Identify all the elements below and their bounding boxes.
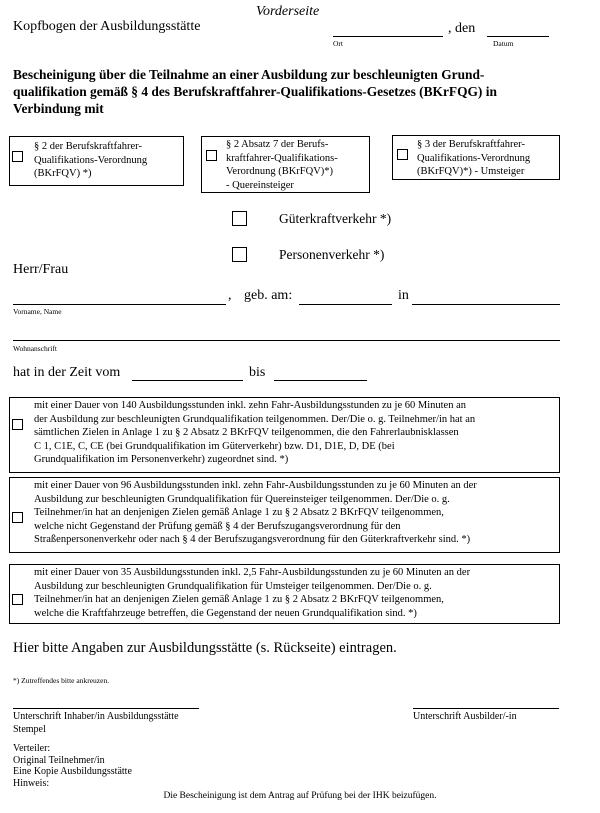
datum-field[interactable]: [487, 36, 549, 37]
period-to-label: bis: [249, 365, 266, 380]
page-title: [13, 66, 497, 117]
personenverkehr-label: Personenverkehr *): [279, 247, 385, 262]
checkbox-para3[interactable]: [397, 149, 408, 160]
instruction-text: Hier bitte Angaben zur Ausbildungsstätte (s. Rückseite) eintragen.: [13, 640, 397, 656]
herr-frau-label: Herr/Frau: [13, 262, 69, 277]
period-to-field[interactable]: [274, 380, 367, 381]
hinweis-text: Die Bescheinigung ist dem Antrag auf Prüfung bei der IHK beizufügen.: [163, 791, 437, 801]
title-line: Bescheinigung über die Teilnahme an einer Ausbildung zur beschleunigten Grund-: [13, 67, 485, 82]
signature-trainer-field[interactable]: [413, 708, 559, 709]
course-text-140h: mit einer Dauer von 140 Ausbildungsstunden inkl. zehn Fahr-Ausbildungsstunden zu je 60 Minuten an der Ausbildung zur beschleunigten Grundqualifikation teilgenommen. Der/Die o. g. Teilnehmer/in hat an sämtlichen Zielen in Anlage 1 zu § 2 Absatz 2 BKrFQV teilgenommen, die den Fahrerlaubnisklassen C 1, C1E, C, CE (bei Grundqualifikation im Güterverkehr) bzw. D1, D1E, D, DE (bei Grundqualifikation im Personenverkehr) zugeordnet sind. *): [34, 400, 476, 466]
gueterkraftverkehr-label: Güterkraftverkehr *): [279, 211, 392, 226]
birthdate-field[interactable]: [299, 304, 392, 305]
title-line: qualifikation gemäß § 4 des Berufskraftfahrer-Qualifikations-Gesetzes (BKrFQG) in: [13, 84, 497, 99]
checkbox-course-140h[interactable]: [12, 419, 23, 430]
checkbox-course-96h[interactable]: [12, 512, 23, 523]
option-text-para3: § 3 der Berufskraftfahrer- Qualifikations-Verordnung (BKrFQV)*) - Umsteiger: [417, 139, 531, 178]
signature-owner-label: Unterschrift Inhaber/in Ausbildungsstätte Stempel: [13, 711, 179, 735]
option-text-para2: § 2 der Berufskraftfahrer- Qualifikations-Verordnung (BKrFQV) *): [34, 141, 148, 180]
title-line: Verbindung mit: [13, 101, 104, 116]
distribution-list: Verteiler: Original Teilnehmer/in Eine Kopie Ausbildungsstätte Hinweis:: [13, 743, 132, 789]
option-text-para2-abs7: § 2 Absatz 7 der Berufs- kraftfahrer-Qualifikations- Verordnung (BKrFQV)*) - Quereinsteiger: [226, 139, 338, 191]
in-label: in: [398, 288, 409, 303]
signature-owner-field[interactable]: [13, 708, 199, 709]
datum-label: Datum: [493, 39, 514, 48]
checkbox-course-35h[interactable]: [12, 594, 23, 605]
course-text-35h: mit einer Dauer von 35 Ausbildungsstunden inkl. 2,5 Fahr-Ausbildungsstunden zu je 60 Minuten an der Ausbildung zur beschleunigten Grundqualifikation für Umsteiger teilgenommen. Der/Die o. g. Teilnehmer/in hat an denjenigen Zielen gemäß Anlage 1 zu § 2 Absatz 2 BKrFQV teilgenommen, welche die Kraftfahrzeuge betreffen, die Gegenstand der neuen Grundqualifikation sind. *): [34, 567, 471, 619]
ort-label: Ort: [333, 39, 343, 48]
signature-trainer-label: Unterschrift Ausbilder/-in: [413, 711, 517, 722]
checkbox-gueterkraftverkehr[interactable]: [232, 211, 247, 226]
geb-label: geb. am:: [244, 288, 293, 303]
ort-field[interactable]: [333, 36, 443, 37]
checkbox-personenverkehr[interactable]: [232, 247, 247, 262]
den-label: , den: [448, 21, 476, 36]
address-label: Wohnanschrift: [13, 344, 57, 353]
period-from-label: hat in der Zeit vom: [13, 365, 121, 380]
birthplace-field[interactable]: [412, 304, 560, 305]
course-text-96h: mit einer Dauer von 96 Ausbildungsstunden inkl. zehn Fahr-Ausbildungsstunden zu je 60 Minuten an der Ausbildung zur beschleunigten Grundqualifikation für Quereinsteiger teilgenommen. Der/Die o. g. Teilnehmer/in hat an denjenigen Zielen gemäß Anlage 1 zu § 2 Absatz 2 BKrFQV teilgenommen, welche nicht Gegenstand der Prüfung gemäß § 4 der Berufszugangsverordnung für den Straßenpersonenverkehr oder nach § 4 der Berufszugangsverordnung für den Güterkraftverkehr sind. *): [34, 480, 477, 546]
name-field[interactable]: [13, 304, 226, 305]
checkbox-para2-abs7[interactable]: [206, 150, 217, 161]
checkbox-para2[interactable]: [12, 151, 23, 162]
letterhead-label: Kopfbogen der Ausbildungsstätte: [13, 19, 201, 34]
address-field[interactable]: [13, 340, 560, 341]
page-side-label: Vorderseite: [256, 4, 320, 19]
period-from-field[interactable]: [132, 380, 243, 381]
name-label: Vorname, Name: [13, 307, 62, 316]
footnote: *) Zutreffendes bitte ankreuzen.: [13, 676, 110, 685]
comma: ,: [228, 288, 232, 303]
